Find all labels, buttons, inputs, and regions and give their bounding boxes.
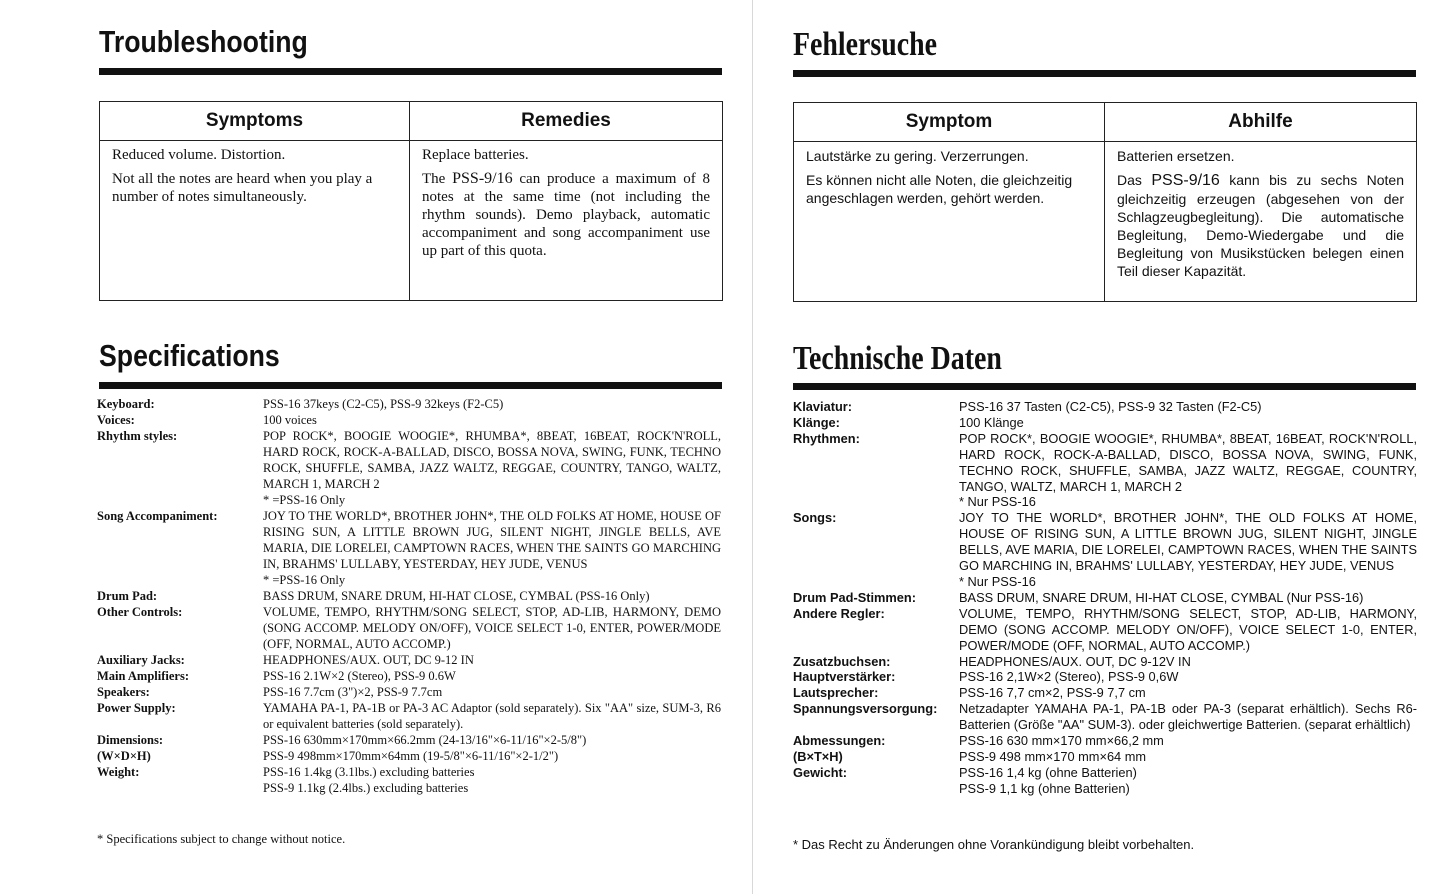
spec-row xyxy=(793,431,1417,511)
remedy-text-part: Das xyxy=(1117,172,1152,188)
spec-label: Hauptverstärker: xyxy=(793,669,896,685)
column-header-remedies: Abhilfe xyxy=(1105,103,1417,142)
spec-value: PSS-16 7.7cm (3")×2, PSS-9 7.7cm xyxy=(263,685,443,699)
spec-label: Zusatzbuchsen: xyxy=(793,653,891,669)
spec-note: * =PSS-16 Only xyxy=(263,493,346,507)
symptom-text: Lautstärke zu gering. Verzerrungen. xyxy=(806,148,1029,164)
specifications-list xyxy=(97,396,721,796)
spec-label: Klänge: xyxy=(793,414,840,430)
remedy-text-part: The xyxy=(422,171,453,187)
table-row xyxy=(794,142,1417,302)
spec-row xyxy=(97,396,721,412)
troubleshooting-heading: Fehlersuche xyxy=(793,26,938,63)
spec-row xyxy=(97,604,721,652)
spec-label: Drum Pad-Stimmen: xyxy=(793,589,917,605)
spec-row xyxy=(793,669,1417,685)
spec-row xyxy=(97,668,721,684)
spec-value: PSS-9 1.1kg (2.4lbs.) excluding batteries xyxy=(263,781,469,795)
model-name: PSS-9/16 xyxy=(1151,172,1220,189)
troubleshooting-heading: Troubleshooting xyxy=(99,24,308,59)
spec-label: Rhythm styles: xyxy=(97,429,178,443)
spec-note: * =PSS-16 Only xyxy=(263,573,346,587)
spec-value: BASS DRUM, SNARE DRUM, HI-HAT CLOSE, CYMBAL (Nur PSS-16) xyxy=(959,589,1364,605)
remedies-cell xyxy=(1105,142,1417,302)
table-header-row xyxy=(794,103,1417,142)
spec-label: Lautsprecher: xyxy=(793,685,879,701)
spec-row xyxy=(97,748,721,764)
spec-label: Gewicht: xyxy=(793,764,848,780)
spec-value: PSS-16 7,7 cm×2, PSS-9 7,7 cm xyxy=(959,685,1146,701)
spec-label: (W×D×H) xyxy=(97,749,151,763)
spec-row xyxy=(793,765,1417,781)
spec-value: JOY TO THE WORLD*, BROTHER JOHN*, THE OLD FOLKS AT HOME, HOUSE OF RISING SUN, A LITTLE BROWN JUG, SILENT NIGHT, JINGLE BELLS, AVE MARIA, DIE LORELEI, CAMPTOWN RACES, WHEN THE SAINTS GO MARCHING IN, BRAHMS' LULLABY, YESTERDAY, HEY JUDE, VENUS xyxy=(263,509,721,571)
spec-row xyxy=(97,780,721,796)
spec-row xyxy=(97,412,721,428)
spec-value: HEADPHONES/AUX. OUT, DC 9-12 IN xyxy=(263,653,474,667)
page-spine xyxy=(752,0,753,894)
spec-value: PSS-16 630mm×170mm×66.2mm (24-13/16"×6-11/16"×2-5/8") xyxy=(263,733,587,747)
column-header-symptoms: Symptoms xyxy=(100,102,410,141)
spec-label: Voices: xyxy=(97,413,135,427)
spec-value: 100 Klänge xyxy=(959,414,1024,430)
spec-row xyxy=(97,652,721,668)
spec-value: POP ROCK*, BOOGIE WOOGIE*, RHUMBA*, 8BEAT, 16BEAT, ROCK'N'ROLL, HARD ROCK, ROCK-A-BALLAD, DISCO, BOSSA NOVA, SWING, FUNK, TECHNO ROCK, SHUFFLE, SAMBA, JAZZ WALTZ, REGGAE, COUNTRY, TANGO, WALTZ, MARCH 1, MARCH 2 xyxy=(959,430,1417,494)
remedy-text-part: can produce a maximum of 8 notes at the same time (not including the rhythm sounds). Demo playback, automatic accompaniment and song accompaniment use up part of this quota. xyxy=(422,171,710,259)
troubleshooting-table xyxy=(99,101,723,301)
footnote: * Das Recht zu Änderungen ohne Vorankündigung bleibt vorbehalten. xyxy=(793,837,1195,852)
spec-row xyxy=(97,732,721,748)
spec-row xyxy=(793,685,1417,701)
spec-row xyxy=(793,781,1417,797)
spec-note: * Nur PSS-16 xyxy=(959,494,1036,510)
remedies-cell xyxy=(410,141,723,301)
spec-value: PSS-16 2,1W×2 (Stereo), PSS-9 0,6W xyxy=(959,669,1179,685)
remedy-text: Batterien ersetzen. xyxy=(1117,148,1235,164)
spec-value: JOY TO THE WORLD*, BROTHER JOHN*, THE OLD FOLKS AT HOME, HOUSE OF RISING SUN, A LITTLE BROWN JUG, SILENT NIGHT, JINGLE BELLS, AVE MARIA, DIE LORELEI, CAMPTOWN RACES, WHEN THE SAINTS GO MARCHING IN, BRAHMS' LULLABY, YESTERDAY, HEY JUDE, VENUS xyxy=(959,510,1417,574)
page-german xyxy=(760,0,1448,894)
spec-label: Klaviatur: xyxy=(793,399,853,414)
spec-label: Song Accompaniment: xyxy=(97,509,218,523)
spec-value: PSS-16 630 mm×170 mm×66,2 mm xyxy=(959,733,1164,749)
spec-label: Songs: xyxy=(793,510,837,526)
spec-row xyxy=(793,606,1417,654)
symptom-text: Reduced volume. Distortion. xyxy=(112,147,286,163)
spec-value: 100 voices xyxy=(263,413,317,427)
spec-label: Speakers: xyxy=(97,685,150,699)
specifications-list xyxy=(793,399,1417,797)
spec-value: PSS-9 1,1 kg (ohne Batterien) xyxy=(959,780,1130,796)
remedy-text: Replace batteries. xyxy=(422,147,529,163)
remedy-text xyxy=(1117,171,1404,280)
table-header-row xyxy=(100,102,723,141)
symptoms-cell xyxy=(794,142,1105,302)
spec-label: Rhythmen: xyxy=(793,430,860,446)
symptom-text: Es können nicht alle Noten, die gleichzeitig angeschlagen werden, gehört werden. xyxy=(806,172,1073,206)
spec-value: VOLUME, TEMPO, RHYTHM/SONG SELECT, STOP, AD-LIB, HARMONY, DEMO (SONG ACCOMP. MELODY ON/OFF), VOICE SELECT 1-0, ENTER, POWER/MODE (OFF, NORMAL, AUTO ACCOMP.) xyxy=(263,605,721,651)
heading-rule xyxy=(793,383,1416,390)
heading-rule xyxy=(99,382,722,389)
spec-value: PSS-9 498 mm×170 mm×64 mm xyxy=(959,748,1147,764)
spec-label: Weight: xyxy=(97,765,140,779)
spec-row xyxy=(97,700,721,732)
column-header-symptoms: Symptom xyxy=(794,103,1105,142)
spec-row xyxy=(97,428,721,508)
spec-value: PSS-16 1.4kg (3.1lbs.) excluding batteries xyxy=(263,765,475,779)
spec-row xyxy=(793,749,1417,765)
spec-value: PSS-16 37keys (C2-C5), PSS-9 32keys (F2-C5) xyxy=(263,397,504,411)
heading-rule xyxy=(793,70,1416,77)
spec-label: Power Supply: xyxy=(97,701,176,715)
spec-row xyxy=(97,508,721,588)
table-row xyxy=(100,141,723,301)
spec-note: * Nur PSS-16 xyxy=(959,573,1036,589)
spec-row xyxy=(97,684,721,700)
spec-value: BASS DRUM, SNARE DRUM, HI-HAT CLOSE, CYMBAL (PSS-16 Only) xyxy=(263,589,650,603)
model-name: PSS-9/16 xyxy=(452,170,513,187)
heading-rule xyxy=(99,68,722,75)
spec-value: VOLUME, TEMPO, RHYTHM/SONG SELECT, STOP, AD-LIB, HARMONY, DEMO (SONG ACCOMP. MELODY ON/OFF), VOICE SELECT 1-0, ENTER, POWER/MODE (OFF, NORMAL, AUTO ACCOMP.) xyxy=(959,605,1417,653)
symptoms-cell xyxy=(100,141,410,301)
spec-label: Andere Regler: xyxy=(793,605,885,621)
spec-row xyxy=(793,415,1417,431)
spec-label xyxy=(793,781,959,797)
spec-row xyxy=(97,588,721,604)
symptom-text: Not all the notes are heard when you play a number of notes simultaneously. xyxy=(112,171,373,205)
spec-label: Dimensions: xyxy=(97,733,163,747)
spec-label: Main Amplifiers: xyxy=(97,669,190,683)
spec-value: Netzadapter YAMAHA PA-1, PA-1B oder PA-3 (separat erhältlich). Sechs R6-Batterien (Größe "AA" SUM-3). oder gleichwertige Batterien. (separat erhältlich) xyxy=(959,701,1417,733)
spec-value: PSS-16 37 Tasten (C2-C5), PSS-9 32 Tasten (F2-C5) xyxy=(959,399,1262,414)
spec-row xyxy=(793,701,1417,733)
spec-label xyxy=(97,780,263,796)
remedy-text-part: kann bis zu sechs Noten gleichzeitig erzeugen (abgesehen von der Schlagzeugbegleitung). Die automatische Begleitung, Demo-Wiedergabe und die Begleitung von Musikstücken belegen einen Teil dieser Kapazität. xyxy=(1117,172,1404,279)
spec-value: PSS-16 1,4 kg (ohne Batterien) xyxy=(959,764,1137,780)
spec-value: PSS-9 498mm×170mm×64mm (19-5/8"×6-11/16"×2-1/2") xyxy=(263,749,559,763)
spec-label: Keyboard: xyxy=(97,397,155,411)
specifications-heading: Specifications xyxy=(99,338,280,373)
spec-value: PSS-16 2.1W×2 (Stereo), PSS-9 0.6W xyxy=(263,669,456,683)
spec-row xyxy=(793,590,1417,606)
spec-row xyxy=(793,399,1417,415)
spec-label: Abmessungen: xyxy=(793,733,886,749)
troubleshooting-table xyxy=(793,102,1417,302)
spec-label: Auxiliary Jacks: xyxy=(97,653,185,667)
spec-row xyxy=(793,733,1417,749)
spec-row xyxy=(793,510,1417,590)
spec-value: YAMAHA PA-1, PA-1B or PA-3 AC Adaptor (sold separately). Six "AA" size, SUM-3, R6 or equivalent batteries (sold separately). xyxy=(263,701,721,731)
spec-row xyxy=(793,654,1417,670)
spec-label: Spannungsversorgung: xyxy=(793,701,938,717)
column-header-remedies: Remedies xyxy=(410,102,723,141)
spec-row xyxy=(97,764,721,780)
remedy-text xyxy=(422,170,710,260)
spec-label: Drum Pad: xyxy=(97,589,158,603)
specifications-heading: Technische Daten xyxy=(793,340,1002,377)
spec-value: POP ROCK*, BOOGIE WOOGIE*, RHUMBA*, 8BEAT, 16BEAT, ROCK'N'ROLL, HARD ROCK, ROCK-A-BALLAD, DISCO, BOSSA NOVA, SWING, FUNK, TECHNO ROCK, SHUFFLE, SAMBA, JAZZ WALTZ, REGGAE, COUNTRY, TANGO, WALTZ, MARCH 1, MARCH 2 xyxy=(263,429,721,491)
spec-label: Other Controls: xyxy=(97,605,183,619)
footnote: * Specifications subject to change without notice. xyxy=(97,832,346,846)
spec-value: HEADPHONES/AUX. OUT, DC 9-12V IN xyxy=(959,653,1191,669)
spec-label: (B×T×H) xyxy=(793,748,843,764)
